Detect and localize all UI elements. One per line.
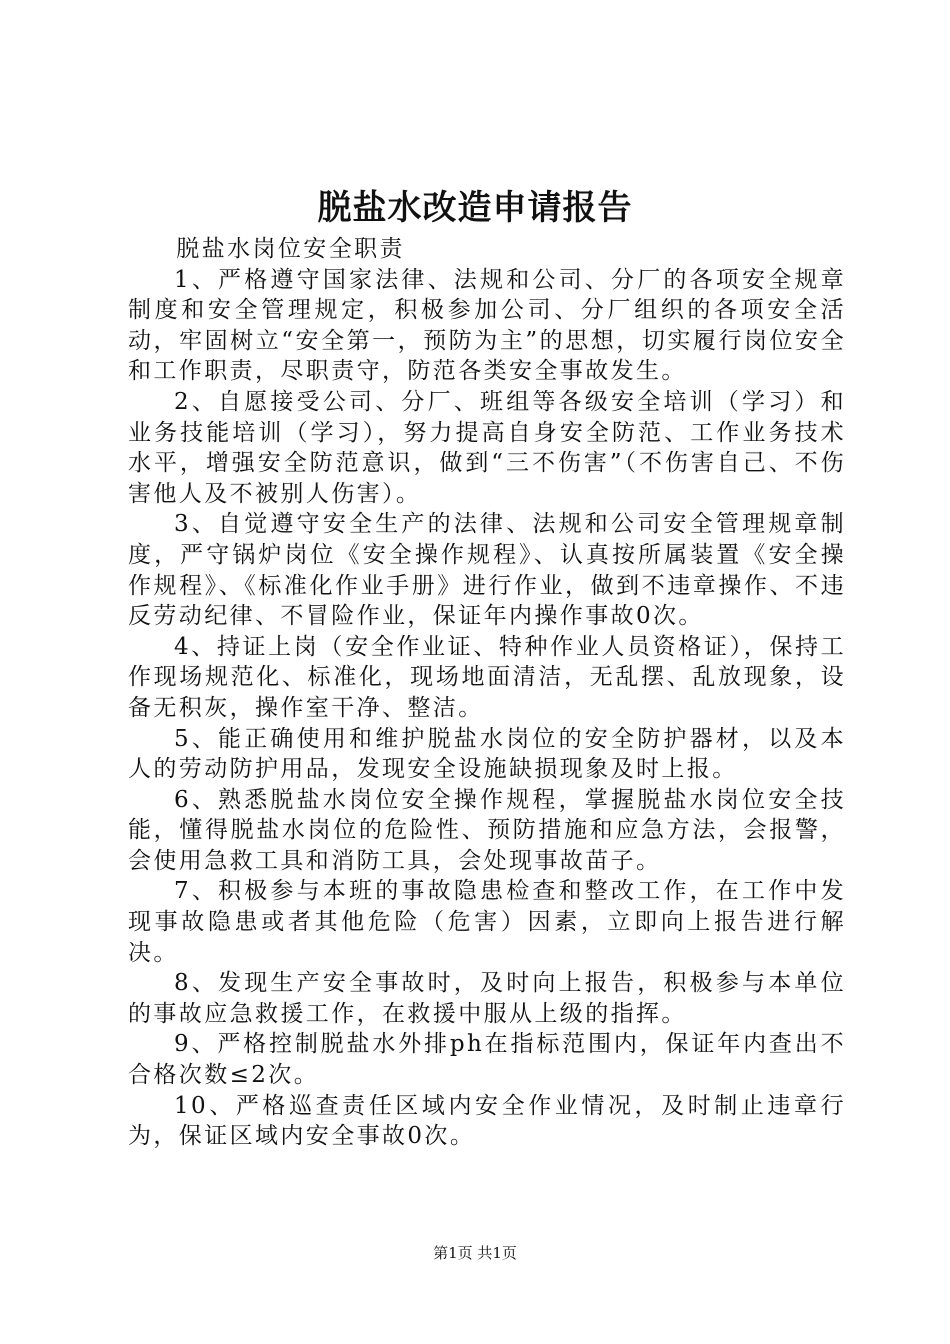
paragraph-3: 3、自觉遵守安全生产的法律、法规和公司安全管理规章制度，严守锅炉岗位《安全操作规程》、认真按所属装置《安全操作规程》、《标准化作业手册》进行作业，做到不违章操作、不违反劳动纪律、不冒险作业，保证年内操作事故0次。: [128, 511, 846, 630]
paragraph-8: 8、发现生产安全事故时，及时向上报告，积极参与本单位的事故应急救援工作，在救援中服从上级的指挥。: [128, 970, 846, 1027]
paragraph-2: 2、自愿接受公司、分厂、班组等各级安全培训（学习）和业务技能培训（学习），努力提高自身安全防范、工作业务技术水平，增强安全防范意识，做到“三不伤害”（不伤害自己、不伤害他人及不被别人伤害）。: [128, 388, 846, 507]
document-body: [128, 234, 846, 1152]
paragraph-7: 7、积极参与本班的事故隐患检查和整改工作，在工作中发现事故隐患或者其他危险（危害）因素，立即向上报告进行解决。: [128, 878, 846, 966]
section-heading: 脱盐水岗位安全职责: [176, 236, 405, 262]
paragraph-1: 1、严格遵守国家法律、法规和公司、分厂的各项安全规章制度和安全管理规定，积极参加公司、分厂组织的各项安全活动，牢固树立“安全第一，预防为主”的思想，切实履行岗位安全和工作职责，尽职责守，防范各类安全事故发生。: [128, 266, 846, 385]
paragraph-10: 10、严格巡查责任区域内安全作业情况，及时制止违章行为，保证区域内安全事故0次。: [128, 1092, 846, 1150]
paragraph-4: 4、持证上岗（安全作业证、特种作业人员资格证），保持工作现场规范化、标准化，现场地面清洁，无乱摆、乱放现象，设备无积灰，操作室干净、整洁。: [128, 633, 846, 721]
paragraph-5: 5、能正确使用和维护脱盐水岗位的安全防护器材，以及本人的劳动防护用品，发现安全设施缺损现象及时上报。: [128, 725, 846, 783]
document-title: 脱盐水改造申请报告: [317, 188, 633, 228]
paragraph-9: 9、严格控制脱盐水外排ph在指标范围内，保证年内查出不合格次数≤2次。: [128, 1031, 846, 1089]
page-footer: 第1页 共1页: [433, 1244, 517, 1262]
paragraph-6: 6、熟悉脱盐水岗位安全操作规程，掌握脱盐水岗位安全技能，懂得脱盐水岗位的危险性、预防措施和应急方法，会报警，会使用急救工具和消防工具，会处现事故苗子。: [128, 786, 846, 874]
